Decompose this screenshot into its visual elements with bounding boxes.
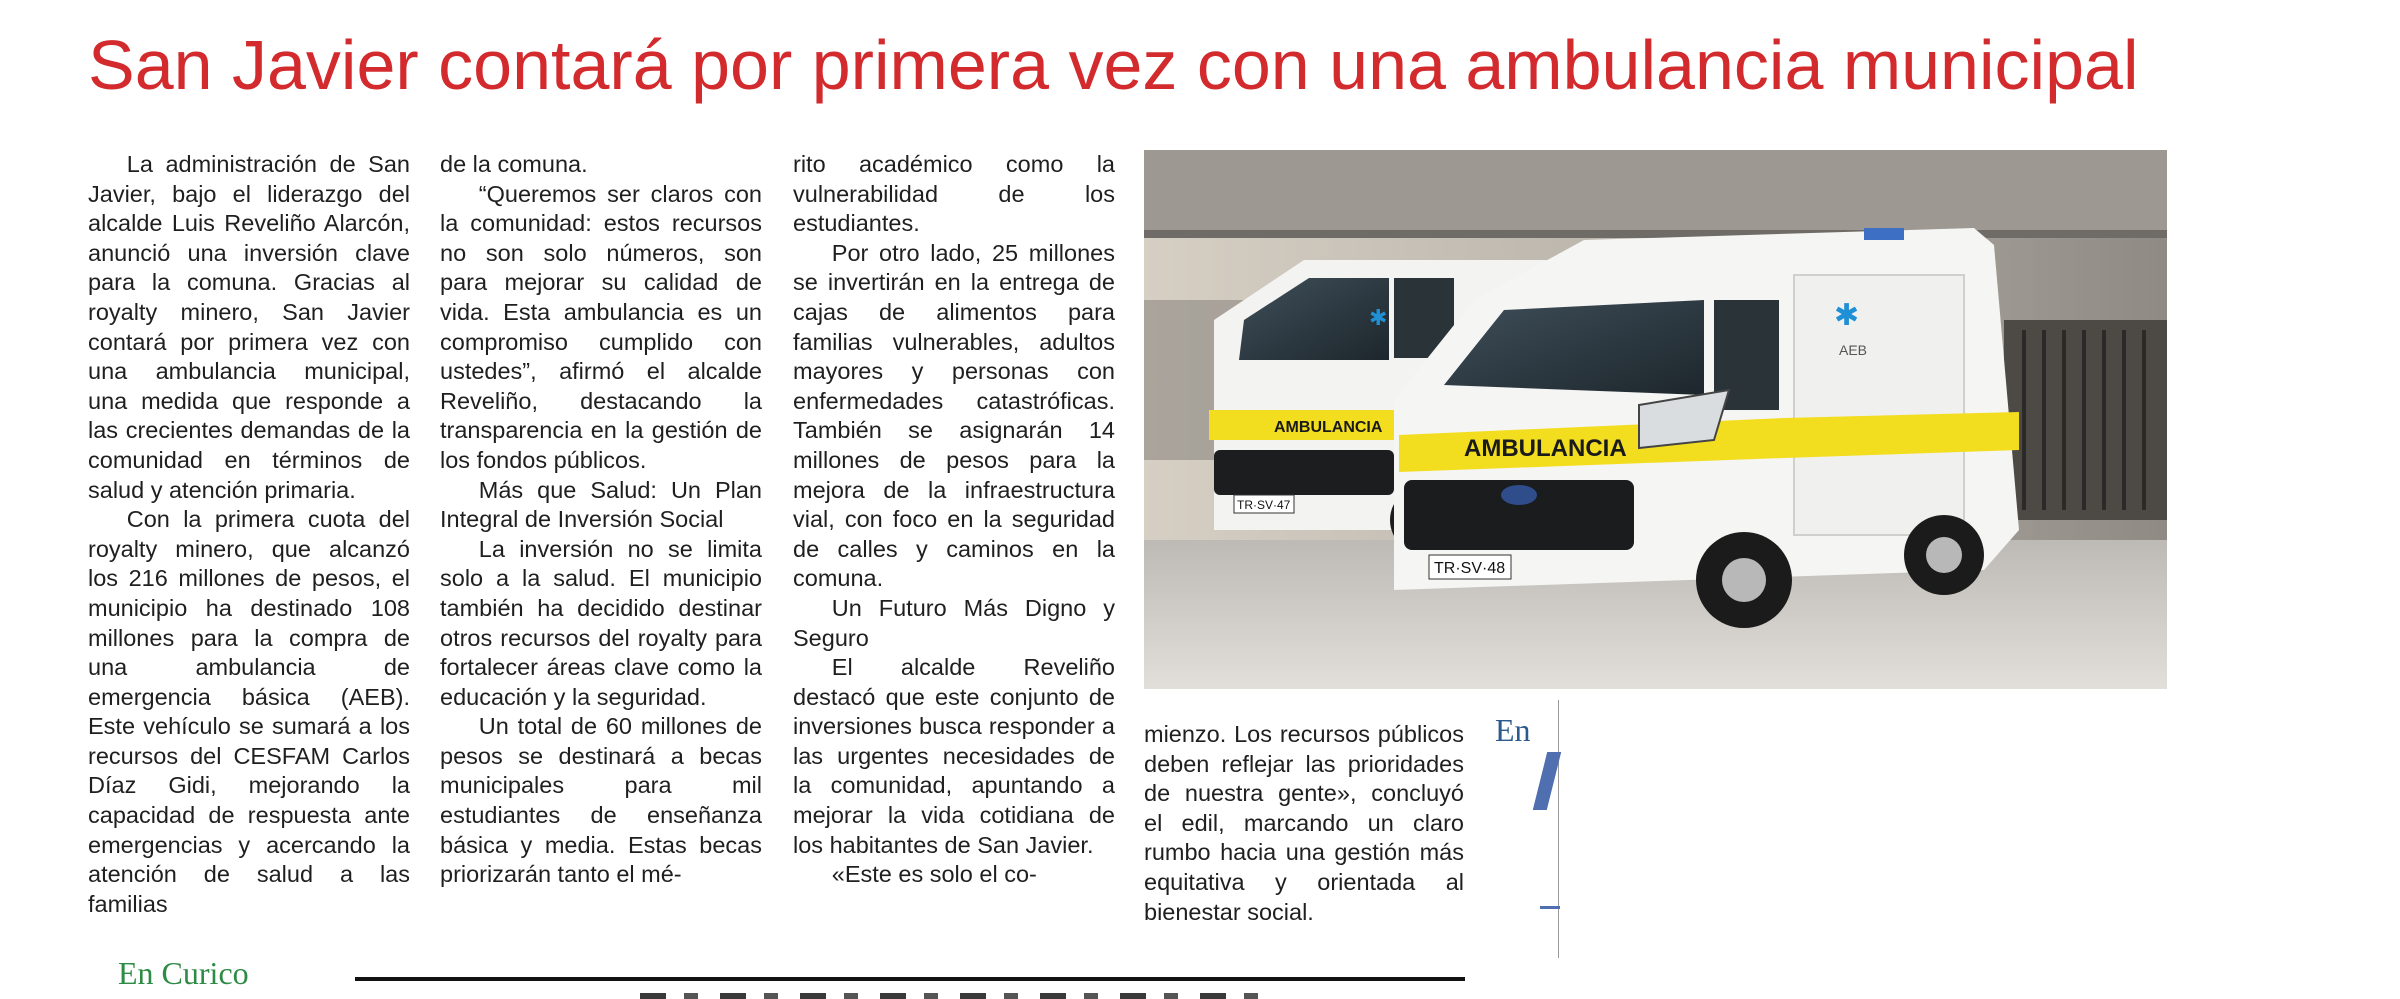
svg-text:✱: ✱	[1834, 299, 1860, 332]
section-rule	[355, 977, 1465, 981]
adjacent-article-initial	[1533, 752, 1561, 810]
rear-plate: TR·SV·47	[1237, 498, 1291, 512]
front-label: AMBULANCIA	[1464, 435, 1627, 462]
rear-label: AMBULANCIA	[1274, 419, 1383, 436]
adjacent-article-heading: En	[1495, 712, 1531, 748]
paragraph: La inversión no se limita solo a la salud. El municipio también ha decidido destinar otros recursos del royalty para fortalecer áreas clave como la educación y la seguridad.	[440, 535, 762, 710]
paragraph: La administración de San Javier, bajo el liderazgo del alcalde Luis Reveliño Alarcón, anunció una inversión clave para la comuna. Gracias al royalty minero, San Javier contará por primera vez con una ambulancia municipal, una medida que responde a las crecientes demandas de la comunidad en términos de salud y atención primaria.	[88, 151, 410, 503]
ambulance-photo	[1144, 150, 2167, 689]
paragraph: «Este es solo el co-	[831, 861, 1037, 888]
subheading: Un Futuro Más Digno y Seguro	[793, 594, 1115, 651]
article-headline: San Javier contará por primera vez con una ambulancia municipal	[88, 26, 2139, 104]
paragraph: El alcalde Reveliño destacó que este conjunto de inversiones busca responder a las urgentes necesidades de la comunidad, apuntando a mejorar la vida cotidiana de los habitantes de San Javier.	[793, 654, 1115, 858]
paragraph: Por otro lado, 25 millones se invertirán en la entrega de cajas de alimentos para familias vulnerables, adultos mayores y personas con enfermedades catastróficas. También se asignarán 14 millones de pesos para la mejora de la infraestructura vial, con foco en la seguridad de calles y caminos en la comuna.	[793, 239, 1115, 592]
svg-text:✱: ✱	[1369, 305, 1388, 330]
paragraph: Un total de 60 millones de pesos se destinará a becas municipales para mil estudiantes de enseñanza básica y media. Estas becas priorizarán tanto el mé-	[440, 713, 762, 888]
subheading: Más que Salud: Un Plan Integral de Inversión Social	[440, 476, 762, 533]
next-headline-fragment	[640, 993, 1260, 999]
paragraph: Con la primera cuota del royalty minero, que alcanzó los 216 millones de pesos, el municipio ha destinado 108 millones para la compra de una ambulancia de emergencia básica (AEB). Este vehículo se sumará a los recursos del CESFAM Carlos Díaz Gidi, mejorando la capacidad de respuesta ante emergencias y acercando la atención de salud a las familias	[88, 506, 410, 917]
paragraph: rito académico como la vulnerabilidad de los estudiantes.	[793, 151, 1115, 237]
paragraph: de la comuna.	[440, 151, 588, 177]
article-column-1	[88, 150, 410, 919]
front-plate: TR·SV·48	[1434, 560, 1506, 577]
adjacent-article-dash	[1540, 906, 1560, 909]
article-column-2	[440, 150, 762, 890]
paragraph: “Queremos ser claros con la comunidad: estos recursos no son solo números, son para mejorar su calidad de vida. Esta ambulancia es un compromiso cumplido con ustedes”, afirmó el alcalde Reveliño, destacando la transparencia en la gestión de los fondos públicos.	[440, 180, 762, 473]
article-column-4	[1144, 720, 1464, 927]
section-label: En Curico	[118, 955, 249, 991]
door-text: AEB	[1839, 342, 1868, 358]
article-column-3	[793, 150, 1115, 890]
paragraph: mienzo. Los recursos públicos deben reflejar las prioridades de nuestra gente», concluyó el edil, marcando un claro rumbo hacia una gestión más equitativa y orientada al bienestar social.	[1144, 721, 1464, 925]
column-divider	[1558, 700, 1559, 958]
